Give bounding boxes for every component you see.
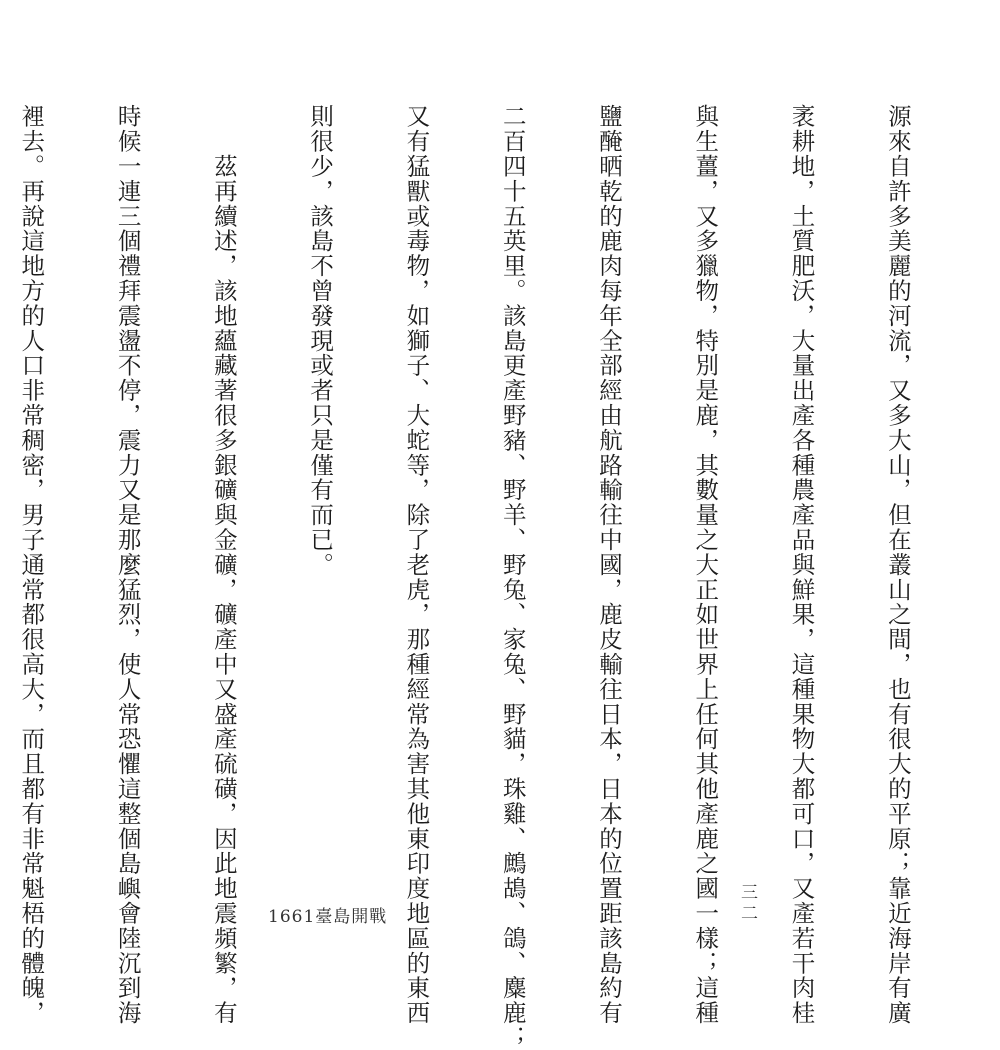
text-column: 與生薑，又多獵物，特別是鹿，其數量之大正如世界上任何其他產鹿之國一樣；這種	[691, 104, 720, 1026]
book-title-footer: 1661臺島開戰	[268, 907, 388, 927]
text-column: 裡去。再說這地方的人口非常稠密，男子通常都很高大，而且都有非常魁梧的體魄，	[17, 104, 46, 1026]
text-column-paragraph-start: 茲再續述，該地蘊藏著很多銀礦與金礦，礦產中又盛產硫磺，因此地震頻繁，有	[209, 104, 238, 1026]
text-column: 袤耕地，土質肥沃，大量出產各種農產品與鮮果，這種果物大都可口，又產若干肉桂	[787, 104, 816, 1026]
page-number: 三二	[737, 883, 757, 925]
text-column: 又有猛獸或毒物，如獅子、大蛇等，除了老虎，那種經常為害其他東印度地區的東西	[402, 104, 431, 1026]
text-column: 時候一連三個禮拜震盪不停，震力又是那麼猛烈，使人常恐懼這整個島嶼會陸沉到海	[113, 104, 142, 1026]
text-column: 則很少，該島不曾發現或者只是僅有而已。	[306, 104, 335, 578]
text-column: 二百四十五英里。該島更產野豬、野羊、野兔、家兔、野貓，珠雞、鷓鴣、鴿、麋鹿；	[498, 104, 527, 1050]
text-column: 源來自許多美麗的河流，又多大山，但在叢山之間，也有很大的平原；靠近海岸有廣	[883, 104, 912, 1026]
text-column: 鹽醃晒乾的鹿肉每年全部經由航路輸往中國，鹿皮輸往日本，日本的位置距該島約有	[594, 104, 623, 1026]
